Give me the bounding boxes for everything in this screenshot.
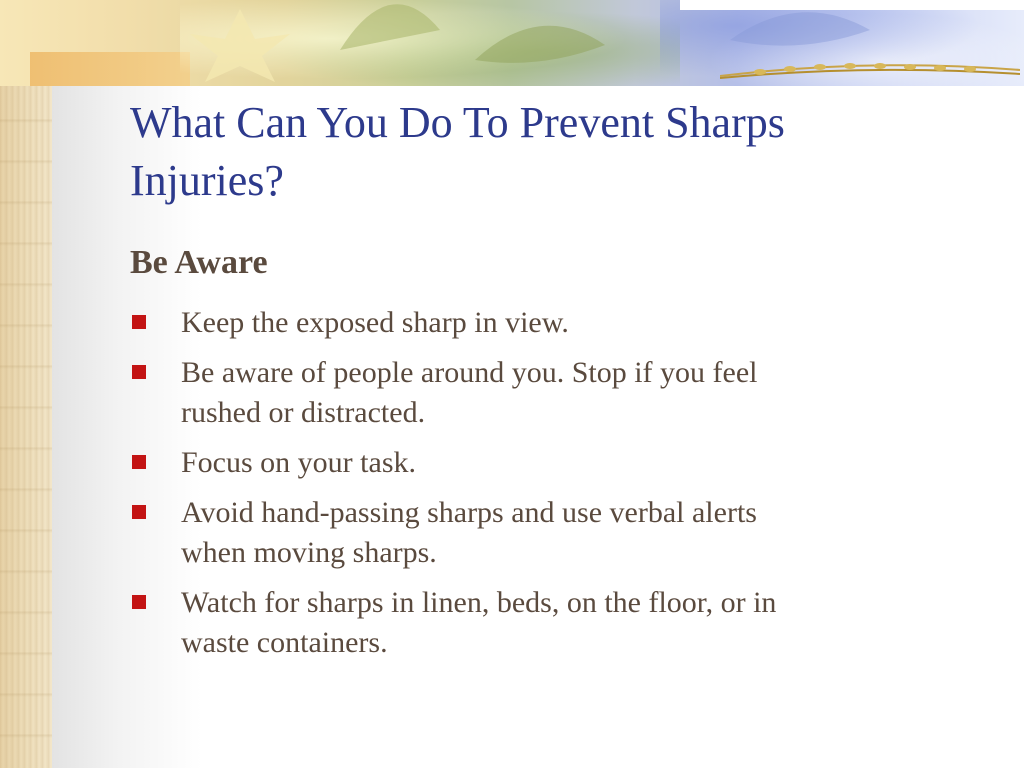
list-item-text: Focus on your task. — [181, 446, 416, 479]
square-bullet-icon — [132, 455, 146, 469]
bullet-list — [130, 303, 950, 673]
square-bullet-icon — [132, 505, 146, 519]
list-item-text: waste containers. — [181, 626, 388, 659]
list-item — [130, 583, 950, 663]
wheat-stalks-icon — [720, 58, 1020, 82]
autumn-leaves-banner — [0, 0, 1024, 86]
slide-title-line: Injuries? — [130, 156, 284, 205]
list-item-text: Be aware of people around you. Stop if you feel — [181, 356, 758, 389]
leaf-icon — [470, 10, 610, 80]
slide-title — [130, 94, 990, 210]
list-item — [130, 303, 950, 343]
square-bullet-icon — [132, 365, 146, 379]
square-bullet-icon — [132, 595, 146, 609]
section-heading: Be Aware — [130, 244, 268, 281]
leaf-icon — [330, 0, 450, 60]
slide-title-line: What Can You Do To Prevent Sharps — [130, 98, 785, 147]
list-item — [130, 443, 950, 483]
leaf-icon — [180, 4, 300, 84]
list-item — [130, 493, 950, 573]
list-item-text: Avoid hand-passing sharps and use verbal alerts — [181, 496, 757, 529]
square-bullet-icon — [132, 315, 146, 329]
list-item — [130, 353, 950, 433]
list-item-text: when moving sharps. — [181, 536, 437, 569]
wood-texture-strip — [0, 0, 52, 768]
list-item-text: Watch for sharps in linen, beds, on the floor, or in — [181, 586, 777, 619]
list-item-text: rushed or distracted. — [181, 396, 426, 429]
leaf-icon — [720, 0, 880, 60]
list-item-text: Keep the exposed sharp in view. — [181, 306, 569, 339]
